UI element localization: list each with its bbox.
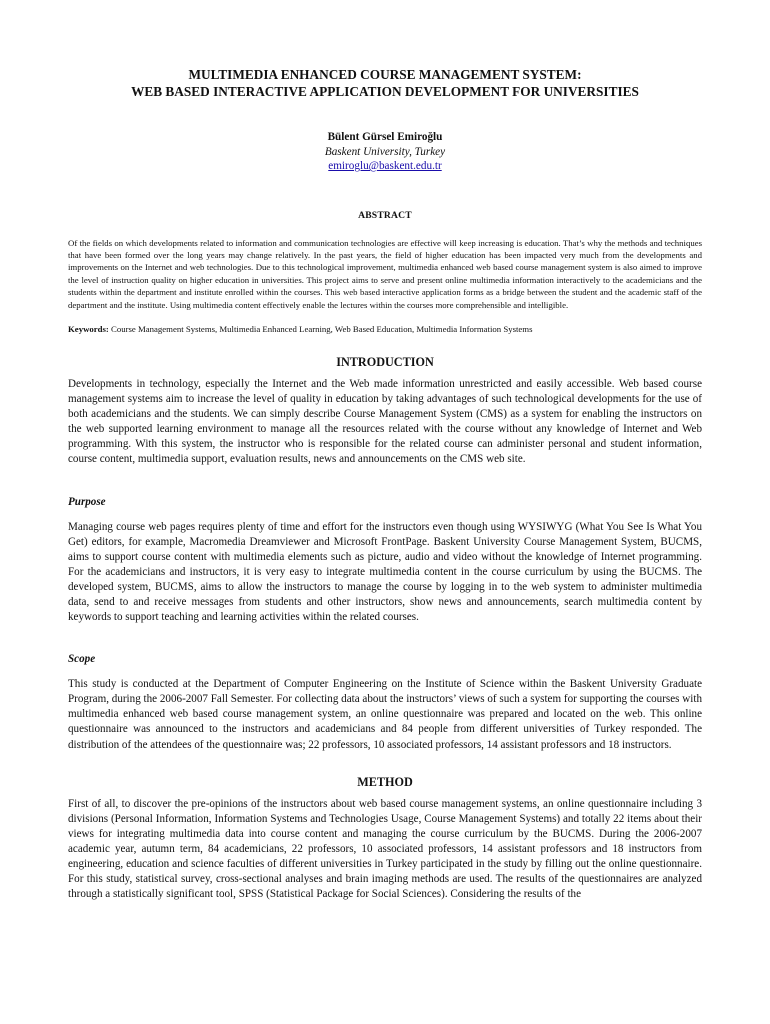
keywords-label: Keywords:	[68, 323, 109, 334]
author-email-link[interactable]: emiroglu@baskent.edu.tr	[328, 160, 442, 172]
author-name: Bülent Gürsel Emiroğlu	[327, 131, 443, 143]
introduction-heading: INTRODUCTION	[336, 354, 434, 369]
paper-title-line-2: WEB BASED INTERACTIVE APPLICATION DEVELOPMENT FOR UNIVERSITIES	[131, 84, 639, 99]
purpose-heading: Purpose	[68, 495, 106, 508]
keywords-list: Course Management Systems, Multimedia Enhanced Learning, Web Based Education, Multimedia Information Systems	[111, 323, 533, 334]
scope-heading: Scope	[68, 653, 96, 666]
paper-page	[68, 66, 702, 902]
abstract-text: Of the fields on which developments related to information and communication technologies are effective will keep increasing is education. That’s why the methods and techniques that have been formed over the long years may change relatively. In the past years, the field of higher education has been impacted very much from the developments and improvements on the Internet and web technologies. Due to this technological improvement, multimedia enhanced web based course management system is also aimed to improve the level of instruction quality on higher education in universities. This project aims to serve and present online multimedia information interactively to the academicians and the students within the department and institute enrolled within the courses. This web based interactive application forms as a bridge between the student and the academic staff of the department and the institute. Using multimedia content effectively enable the lectures within the courses more comprehensible and intelligible.	[68, 237, 702, 310]
method-text: First of all, to discover the pre-opinions of the instructors about web based course management systems, an online questionnaire including 3 divisions (Personal Information, Information Systems and Technologies Usage, Course Management Systems) and totally 22 items about their views for integrating multimedia data into course content and managing the course curriculum by the BUCMS. During the 2006-2007 academic year, autumn term, 84 academicians, 22 professors, 10 associated professors, 14 assistant professors and 18 instructors from engineering, education and science faculties of different universities in Turkey participated in the study by filling out the online questionnaire. For this study, statistical survey, cross-sectional analyses and brain imaging methods are used. The results of the questionnaires are analyzed through a statistically significant tool, SPSS (Statistical Package for Social Sciences). Considering the results of the	[68, 797, 702, 901]
abstract-heading: ABSTRACT	[358, 209, 412, 221]
purpose-text: Managing course web pages requires plenty of time and effort for the instructors even though using WYSIWYG (What You See Is What You Get) editors, for example, Macromedia Dreamviewer and Microsoft FrontPage. Baskent University Course Management System, BUCMS, aims to support course content with multimedia elements such as picture, audio and video without the knowledge of Internet programming. For the academicians and instructors, it is very easy to integrate multimedia content in the course curriculum by using the BUCMS. The developed system, BUCMS, aims to allow the instructors to manage the course by logging in to the web system to administer multimedia data, send to and receive messages from students and other instructors, show news and announcements, search multimedia content by keywords to support teaching and learning activities within the related courses.	[68, 520, 702, 624]
author-affiliation: Baskent University, Turkey	[324, 145, 446, 158]
paper-title-line-1: MULTIMEDIA ENHANCED COURSE MANAGEMENT SYSTEM:	[188, 67, 582, 82]
paper-title	[68, 66, 702, 100]
method-heading: METHOD	[357, 774, 413, 789]
author-block	[68, 130, 702, 174]
scope-text: This study is conducted at the Department of Computer Engineering on the Institute of Science within the Baskent University Graduate Program, during the 2006-2007 Fall Semester. For collecting data about the instructors’ views of such a system for supporting the courses with multimedia enhanced web based course management system, an online questionnaire was prepared and located on the web. This online questionnaire was announced to the instructors and academicians and 84 people from different universities of Turkey responded. The distribution of the attendees of the questionnaire was; 22 professors, 10 associated professors, 14 assistant professors and 18 instructors.	[68, 678, 702, 751]
keywords-line	[68, 323, 702, 335]
introduction-text: Developments in technology, especially the Internet and the Web made information unrestricted and easily accessible. Web based course management systems aim to increase the level of quality in education by taking advantages of such technological developments for the use of both academicians and the students. We can simply describe Course Management System (CMS) as a system for enabling the instructors on the web supported learning environment to manage all the resources related with the course without any knowledge of Internet and Web programming. With this system, the instructor who is responsible for the related course can administer personal and student information, course content, multimedia support, evaluation results, news and announcements on the CMS web site.	[68, 377, 702, 466]
